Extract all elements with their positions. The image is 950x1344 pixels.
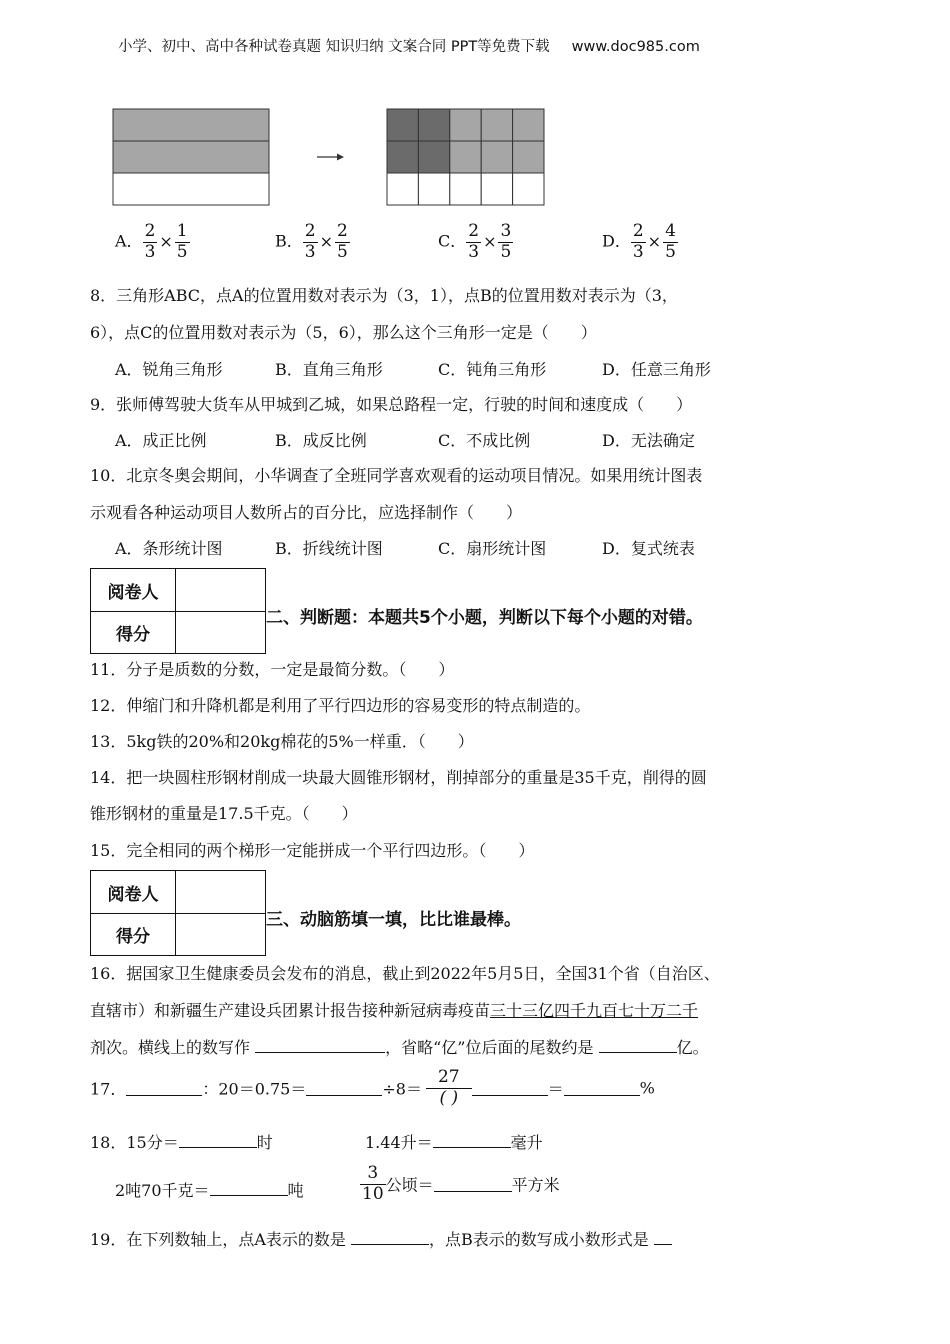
q8-line2: 6），点C的位置用数对表示为（5，6），那么这个三角形一定是（ ） bbox=[90, 323, 597, 342]
grade-box-section3 bbox=[90, 870, 266, 956]
section2-title: 二、判断题：本题共5个小题，判断以下每个小题的对错。 bbox=[266, 608, 703, 628]
q14-line2: 锥形钢材的重量是17.5千克。（ ） bbox=[90, 804, 358, 823]
q7-option-c: C． $\frac{2}{3}$ × $\frac{3}{5}$ bbox=[438, 221, 512, 262]
q10-option-d: D．复式统表 bbox=[602, 539, 695, 558]
q7-option-d: D． $\frac{2}{3}$ × $\frac{4}{5}$ bbox=[602, 221, 676, 262]
q16-line3: 剂次。横线上的数写作 ，省略“亿”位后面的尾数约是 亿。 bbox=[90, 1038, 709, 1057]
q16-blank-2[interactable] bbox=[599, 1038, 677, 1053]
q14-line1: 14．把一块圆柱形钢材削成一块最大圆锥形钢材，削掉部分的重量是35千克，削得的圆 bbox=[90, 768, 707, 787]
reviewer-label: 阅卷人 bbox=[91, 569, 176, 611]
q11: 11．分子是质数的分数，一定是最简分数。（ ） bbox=[90, 660, 455, 679]
q13: 13．5kg铁的20%和20kg棉花的5%一样重．（ ） bbox=[90, 732, 474, 751]
q8-option-b: B．直角三角形 bbox=[275, 360, 383, 379]
q17-blank-3[interactable] bbox=[472, 1081, 548, 1096]
q7-figure bbox=[110, 106, 550, 210]
grid-cell bbox=[450, 109, 481, 141]
q9-line1: 9．张师傅驾驶大货车从甲城到乙城，如果总路程一定，行驶的时间和速度成（ ） bbox=[90, 395, 693, 414]
q10-option-a: A．条形统计图 bbox=[115, 539, 223, 558]
q19: 19．在下列数轴上，点A表示的数是 ，点B表示的数写成小数形式是 bbox=[90, 1227, 672, 1250]
header-text: 小学、初中、高中各种试卷真题 知识归纳 文案合同 PPT等免费下载 bbox=[118, 39, 550, 55]
grid-cell bbox=[481, 173, 512, 205]
q16-line1: 16．据国家卫生健康委员会发布的消息，截止到2022年5月5日，全国31个省（自治区、 bbox=[90, 964, 720, 983]
grid-cell bbox=[450, 141, 481, 173]
grid-cell bbox=[418, 141, 449, 173]
q18-blank-a[interactable] bbox=[179, 1133, 257, 1148]
q10-line2: 示观看各种运动项目人数所占的百分比，应选择制作（ ） bbox=[90, 503, 523, 522]
q10-line1: 10．北京冬奥会期间，小华调查了全班同学喜欢观看的运动项目情况。如果用统计图表 bbox=[90, 466, 703, 485]
q8-option-d: D．任意三角形 bbox=[602, 360, 711, 379]
grid-cell bbox=[387, 109, 418, 141]
score-label: 得分 bbox=[91, 913, 176, 955]
q8-option-c: C．钝角三角形 bbox=[438, 360, 547, 379]
left-rectangle bbox=[113, 109, 269, 205]
q17-fraction: $\frac{27}{( )}$ bbox=[426, 1068, 472, 1108]
q9-option-b: B．成反比例 bbox=[275, 431, 367, 450]
q17-blank-1[interactable] bbox=[126, 1081, 202, 1096]
grid-cell bbox=[513, 109, 544, 141]
q12: 12．伸缩门和升降机都是利用了平行四边形的容易变形的特点制造的。 bbox=[90, 696, 591, 715]
q19-blank-2[interactable] bbox=[654, 1230, 672, 1245]
grid-cell bbox=[513, 141, 544, 173]
page-header bbox=[118, 35, 700, 56]
arrow-icon bbox=[317, 154, 344, 161]
grid-cell bbox=[418, 109, 449, 141]
q18-blank-c[interactable] bbox=[210, 1181, 288, 1196]
q8-line1: 8．三角形ABC，点A的位置用数对表示为（3，1），点B的位置用数对表示为（3， bbox=[90, 286, 678, 305]
q17: 17． ：20＝0.75＝ ÷8＝ $\frac{27}{( )}$ ＝ % bbox=[90, 1067, 655, 1108]
q7-option-a: A． $\frac{2}{3}$ × $\frac{1}{5}$ bbox=[115, 221, 188, 262]
q18-c: 2吨70千克＝ 吨 bbox=[115, 1181, 304, 1200]
q18-d: $\frac{3}{10}$ 公顷＝ 平方米 bbox=[362, 1163, 560, 1204]
q16-blank-1[interactable] bbox=[255, 1038, 385, 1053]
grid-cell bbox=[513, 173, 544, 205]
q19-blank-1[interactable] bbox=[351, 1230, 429, 1245]
q18-fraction: $\frac{3}{10}$ bbox=[362, 1163, 384, 1204]
q10-option-b: B．折线统计图 bbox=[275, 539, 383, 558]
grid-cell bbox=[387, 173, 418, 205]
header-url: www.doc985.com bbox=[571, 39, 700, 55]
q9-option-a: A．成正比例 bbox=[115, 431, 207, 450]
right-grid bbox=[387, 109, 544, 205]
q18-blank-b[interactable] bbox=[433, 1133, 511, 1148]
q9-option-d: D．无法确定 bbox=[602, 431, 695, 450]
q18-blank-d[interactable] bbox=[434, 1177, 512, 1192]
section3-title: 三、动脑筋填一填，比比谁最棒。 bbox=[266, 910, 521, 930]
q7-option-b: B． $\frac{2}{3}$ × $\frac{2}{5}$ bbox=[275, 221, 348, 262]
grade-box-section2 bbox=[90, 568, 266, 654]
score-label: 得分 bbox=[91, 611, 176, 653]
underlined-number-words: 三十三亿四千九百七十万二千 bbox=[490, 1001, 699, 1020]
reviewer-label: 阅卷人 bbox=[91, 871, 176, 913]
q17-blank-4[interactable] bbox=[564, 1081, 640, 1096]
grid-cell bbox=[481, 109, 512, 141]
q8-option-a: A．锐角三角形 bbox=[115, 360, 223, 379]
grid-cell bbox=[450, 173, 481, 205]
grid-cell bbox=[387, 141, 418, 173]
q10-option-c: C．扇形统计图 bbox=[438, 539, 547, 558]
grid-cell bbox=[481, 141, 512, 173]
q17-blank-2[interactable] bbox=[306, 1081, 382, 1096]
q16-line2: 直辖市）和新疆生产建设兵团累计报告接种新冠病毒疫苗三十三亿四千九百七十万二千 bbox=[90, 1001, 699, 1020]
q18-row1: 18．15分＝ 时 bbox=[90, 1133, 273, 1152]
q9-option-c: C．不成比例 bbox=[438, 431, 531, 450]
grid-cell bbox=[418, 173, 449, 205]
q15: 15．完全相同的两个梯形一定能拼成一个平行四边形。（ ） bbox=[90, 841, 535, 860]
q18-b: 1.44升＝ 毫升 bbox=[365, 1133, 543, 1152]
